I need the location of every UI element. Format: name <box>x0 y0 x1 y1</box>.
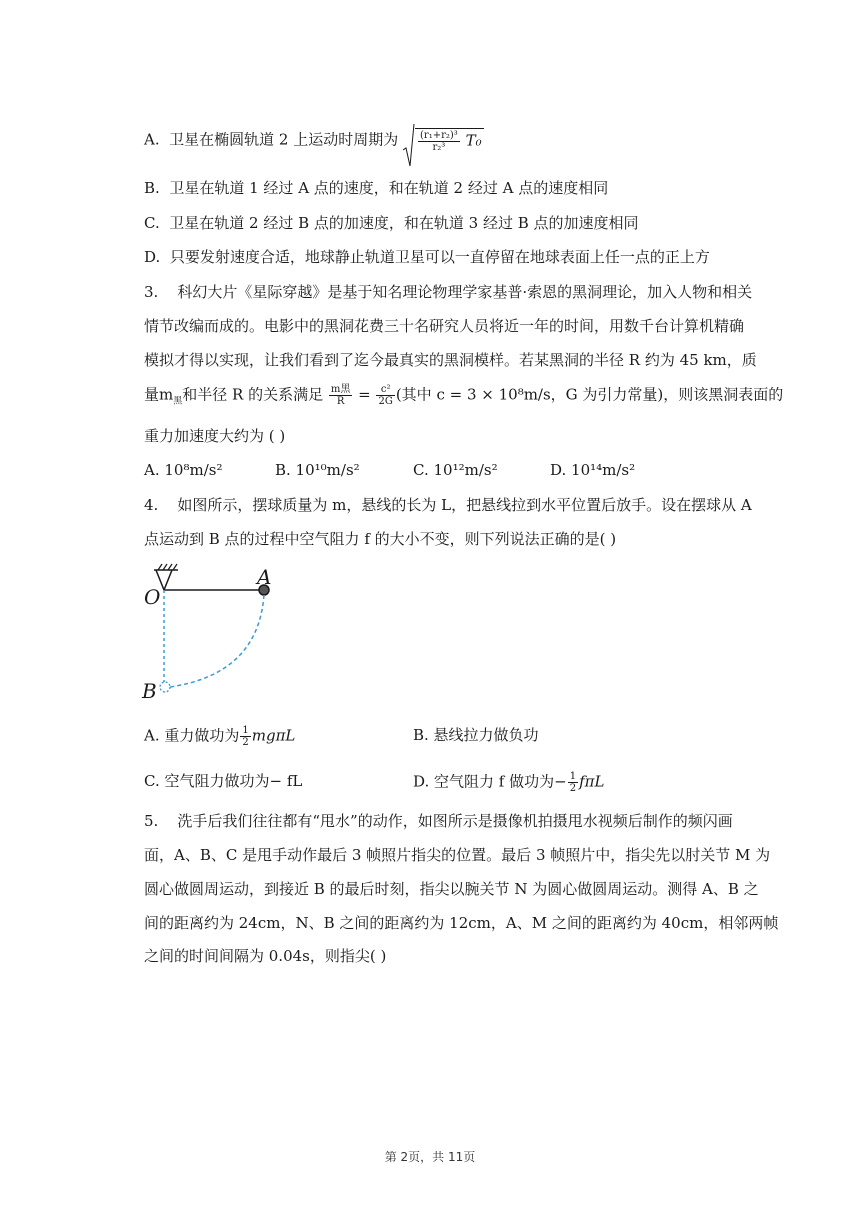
q2-option-a-text: 卫星在椭圆轨道 2 上运动时周期为 <box>169 130 399 149</box>
q5-line-3: 圆心做圆周运动，到接近 B 的最后时刻，指尖以腕关节 N 为圆心做圆周运动。测得 A、B 之 <box>144 880 759 898</box>
page-footer: 第 2页，共 11页 <box>384 1150 476 1164</box>
q2-option-c <box>144 213 639 233</box>
q3-option-a: A. 10⁸m/s² <box>144 461 223 479</box>
pendulum-figure <box>140 562 280 702</box>
q3-number: 3. <box>144 283 159 301</box>
q4-option-b: B. 悬线拉力做负功 <box>413 726 539 744</box>
pendulum-diagram <box>140 562 280 702</box>
q4-option-d: D. 空气阻力 f 做功为− $\frac{1}{2}$ fπL <box>413 771 605 794</box>
sqrt-expression <box>403 128 484 153</box>
q3-line4-pre: 量m <box>144 385 174 404</box>
label-b: B <box>142 679 157 702</box>
half-fraction: $\frac{1}{2}$ <box>569 771 577 794</box>
half-fraction: $\frac{1}{2}$ <box>242 725 249 748</box>
sqrt-denominator: r₂³ <box>432 142 446 153</box>
frac1-numerator: m黑 <box>330 384 351 395</box>
q2-option-c-text: 卫星在轨道 2 经过 B 点的加速度，和在轨道 3 经过 B 点的加速度相同 <box>169 214 639 232</box>
q3-option-c: C. 10¹²m/s² <box>413 461 498 479</box>
q2-option-b <box>144 178 608 198</box>
q3-line-2: 情节改编而成的。电影中的黑洞花费三十名研究人员将近一年的时间，用数千台计算机精确 <box>144 317 745 335</box>
q5-line-1 <box>144 811 733 831</box>
q3-line4-sub: 黑 <box>173 396 183 407</box>
q4-option-a: A. 重力做功为 $\frac{1}{2}$ mgπL <box>144 725 296 748</box>
q3-text-1: 科幻大片《星际穿越》是基于知名理论物理学家基普·索恩的黑洞理论，加入人物和相关 <box>177 283 753 301</box>
q3-line-5: 重力加速度大约为 ( ) <box>144 427 286 445</box>
q2-option-d-text: 只要发射速度合适，地球静止轨道卫星可以一直停留在地球表面上任一点的正上方 <box>169 248 710 266</box>
q5-line-5: 之间的时间间隔为 0.04s，则指尖( ) <box>144 947 387 965</box>
q4-option-c: C. 空气阻力做功为− fL <box>144 772 303 790</box>
frac1-denominator: R <box>336 396 345 407</box>
q4-line-2: 点运动到 B 点的过程中空气阻力 f 的大小不变，则下列说法正确的是( ) <box>144 530 617 548</box>
q2-option-b-label: B. <box>144 179 160 197</box>
q2-option-d-label: D. <box>144 248 161 266</box>
sqrt-numerator: (r₁+r₂)³ <box>420 130 458 141</box>
q3-line4-mid: 和半径 R 的关系满足 <box>182 385 324 404</box>
q3-option-b: B. 10¹⁰m/s² <box>275 461 360 479</box>
q3-option-d: D. 10¹⁴m/s² <box>550 461 636 479</box>
equals-sign: = <box>353 385 376 404</box>
c2-2g-fraction <box>376 384 394 407</box>
label-a: A <box>257 565 272 589</box>
frac2-numerator: c² <box>376 384 394 396</box>
q3-line-1 <box>144 282 752 302</box>
q4-line-1 <box>144 495 752 515</box>
label-o: O <box>144 585 161 609</box>
q4-number: 4. <box>144 496 159 514</box>
q5-line-2: 面，A、B、C 是甩手动作最后 3 帧照片指尖的位置。最后 3 帧照片中，指尖先以肘关节 M 为 <box>144 846 771 864</box>
frac2-denominator: 2G <box>378 396 393 407</box>
q5-text-1: 洗手后我们往往都有“甩水”的动作，如图所示是摄像机拍摄甩水视频后制作的频闪画 <box>177 812 733 830</box>
q2-option-c-label: C. <box>144 214 160 232</box>
q2-option-a <box>144 128 484 153</box>
q4-text-1: 如图所示，摆球质量为 m，悬线的长为 L，把悬线拉到水平位置后放手。设在摆球从 A <box>177 496 752 514</box>
q2-option-a-label: A. <box>144 130 160 149</box>
q2-option-b-text: 卫星在轨道 1 经过 A 点的速度，和在轨道 2 经过 A 点的速度相同 <box>169 179 609 197</box>
q5-line-4: 间的距离约为 24cm，N、B 之间的距离约为 12cm，A、M 之间的距离约为 40cm，相邻两帧 <box>144 914 779 932</box>
sqrt-sign-icon <box>403 124 415 168</box>
period-t0: T₀ <box>465 131 482 150</box>
q3-line-4 <box>144 384 783 407</box>
q3-line4-post: (其中 c = 3 × 10⁸m/s，G 为引力常量)，则该黑洞表面的 <box>395 385 784 404</box>
q3-line-3: 模拟才得以实现，让我们看到了迄今最真实的黑洞模样。若某黑洞的半径 R 约为 45 km，质 <box>144 351 757 369</box>
q2-option-d <box>144 247 710 267</box>
q5-number: 5. <box>144 812 159 830</box>
mass-radius-fraction <box>329 384 352 407</box>
